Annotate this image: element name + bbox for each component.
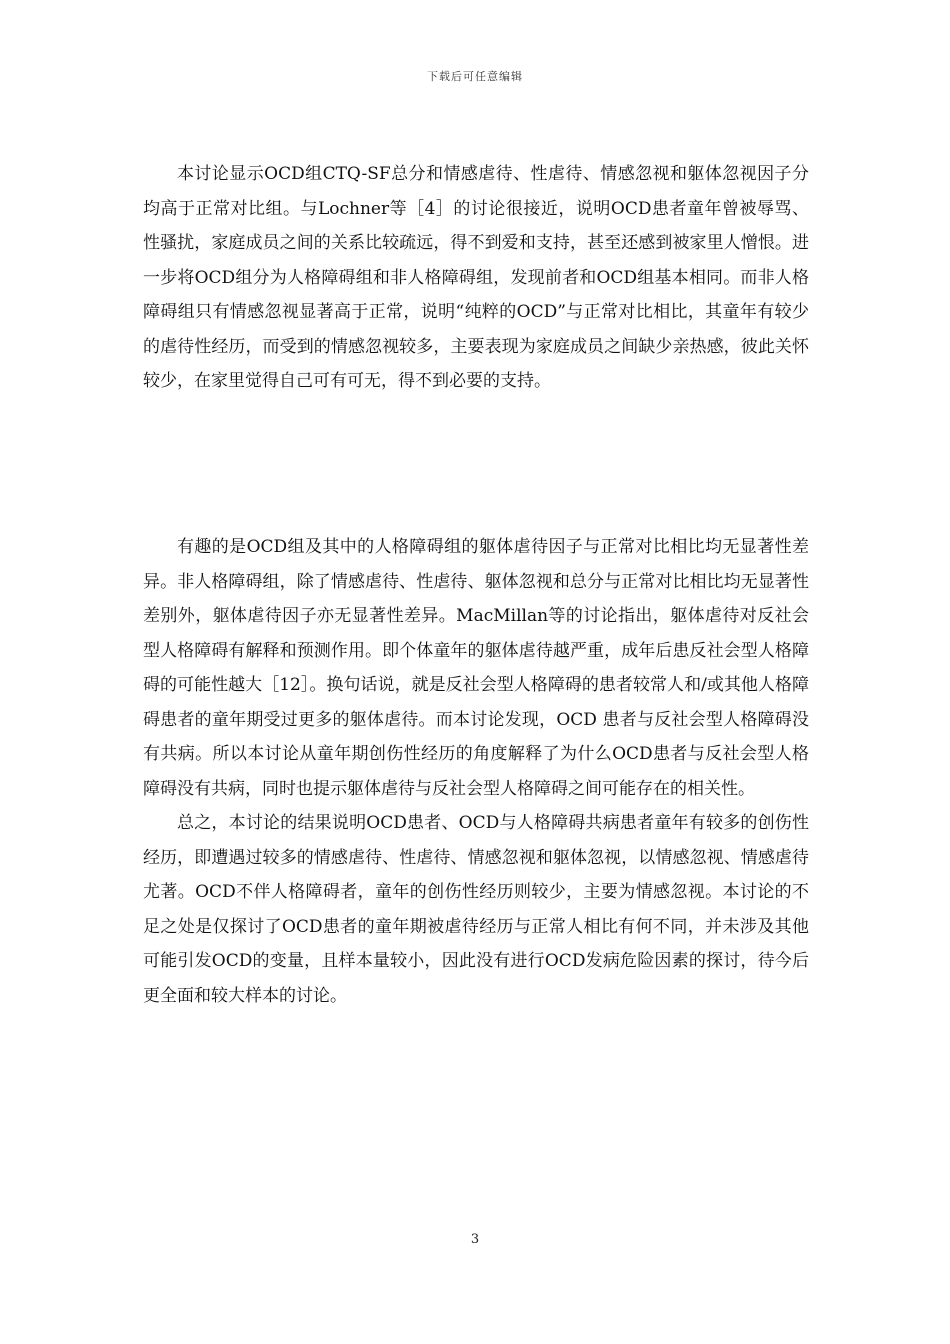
paragraph-3: 总之，本讨论的结果说明OCD患者、OCD与人格障碍共病患者童年有较多的创伤性经历，即遭遇过较多的情感虐待、性虐待、情感忽视和躯体忽视，以情感忽视、情感虐待尤著。OCD不伴人格障碍者，童年的创伤性经历则较少，主要为情感忽视。本讨论的不足之处是仅探讨了OCD患者的童年期被虐待经历与正常人相比有何不同，并未涉及其他可能引发OCD的变量，且样本量较小，因此没有进行OCD发病危险因素的探讨，待今后更全面和较大样本的讨论。 <box>143 813 809 1006</box>
page-header: 下载后可任意编辑 <box>427 70 523 83</box>
paragraph-2: 有趣的是OCD组及其中的人格障碍组的躯体虐待因子与正常对比相比均无显著性差异。非人格障碍组，除了情感虐待、性虐待、躯体忽视和总分与正常对比相比均无显著性差别外，躯体虐待因子亦无显著性差异。MacMillan等的讨论指出，躯体虐待对反社会型人格障碍有解释和预测作用。即个体童年的躯体虐待越严重，成年后患反社会型人格障碍的可能性越大［12］。换句话说，就是反社会型人格障碍的患者较常人和/或其他人格障碍患者的童年期受过更多的躯体虐待。而本讨论发现，OCD 患者与反社会型人格障碍没有共病。所以本讨论从童年期创伤性经历的角度解释了为什么OCD患者与反社会型人格障碍没有共病，同时也提示躯体虐待与反社会型人格障碍之间可能存在的相关性。 <box>143 537 809 799</box>
paragraph-1: 本讨论显示OCD组CTQ-SF总分和情感虐待、性虐待、情感忽视和躯体忽视因子分均高于正常对比组。与Lochner等［4］的讨论很接近，说明OCD患者童年曾被辱骂、性骚扰，家庭成员之间的关系比较疏远，得不到爱和支持，甚至还感到被家里人憎恨。进一步将OCD组分为人格障碍组和非人格障碍组，发现前者和OCD组基本相同。而非人格障碍组只有情感忽视显著高于正常，说明“纯粹的OCD”与正常对比相比，其童年有较少的虐待性经历，而受到的情感忽视较多，主要表现为家庭成员之间缺少亲热感，彼此关怀较少，在家里觉得自己可有可无，得不到必要的支持。 <box>143 164 809 391</box>
discussion-section-1 <box>143 157 809 399</box>
page-number: 3 <box>470 1232 480 1247</box>
discussion-section-2 <box>143 530 809 1013</box>
